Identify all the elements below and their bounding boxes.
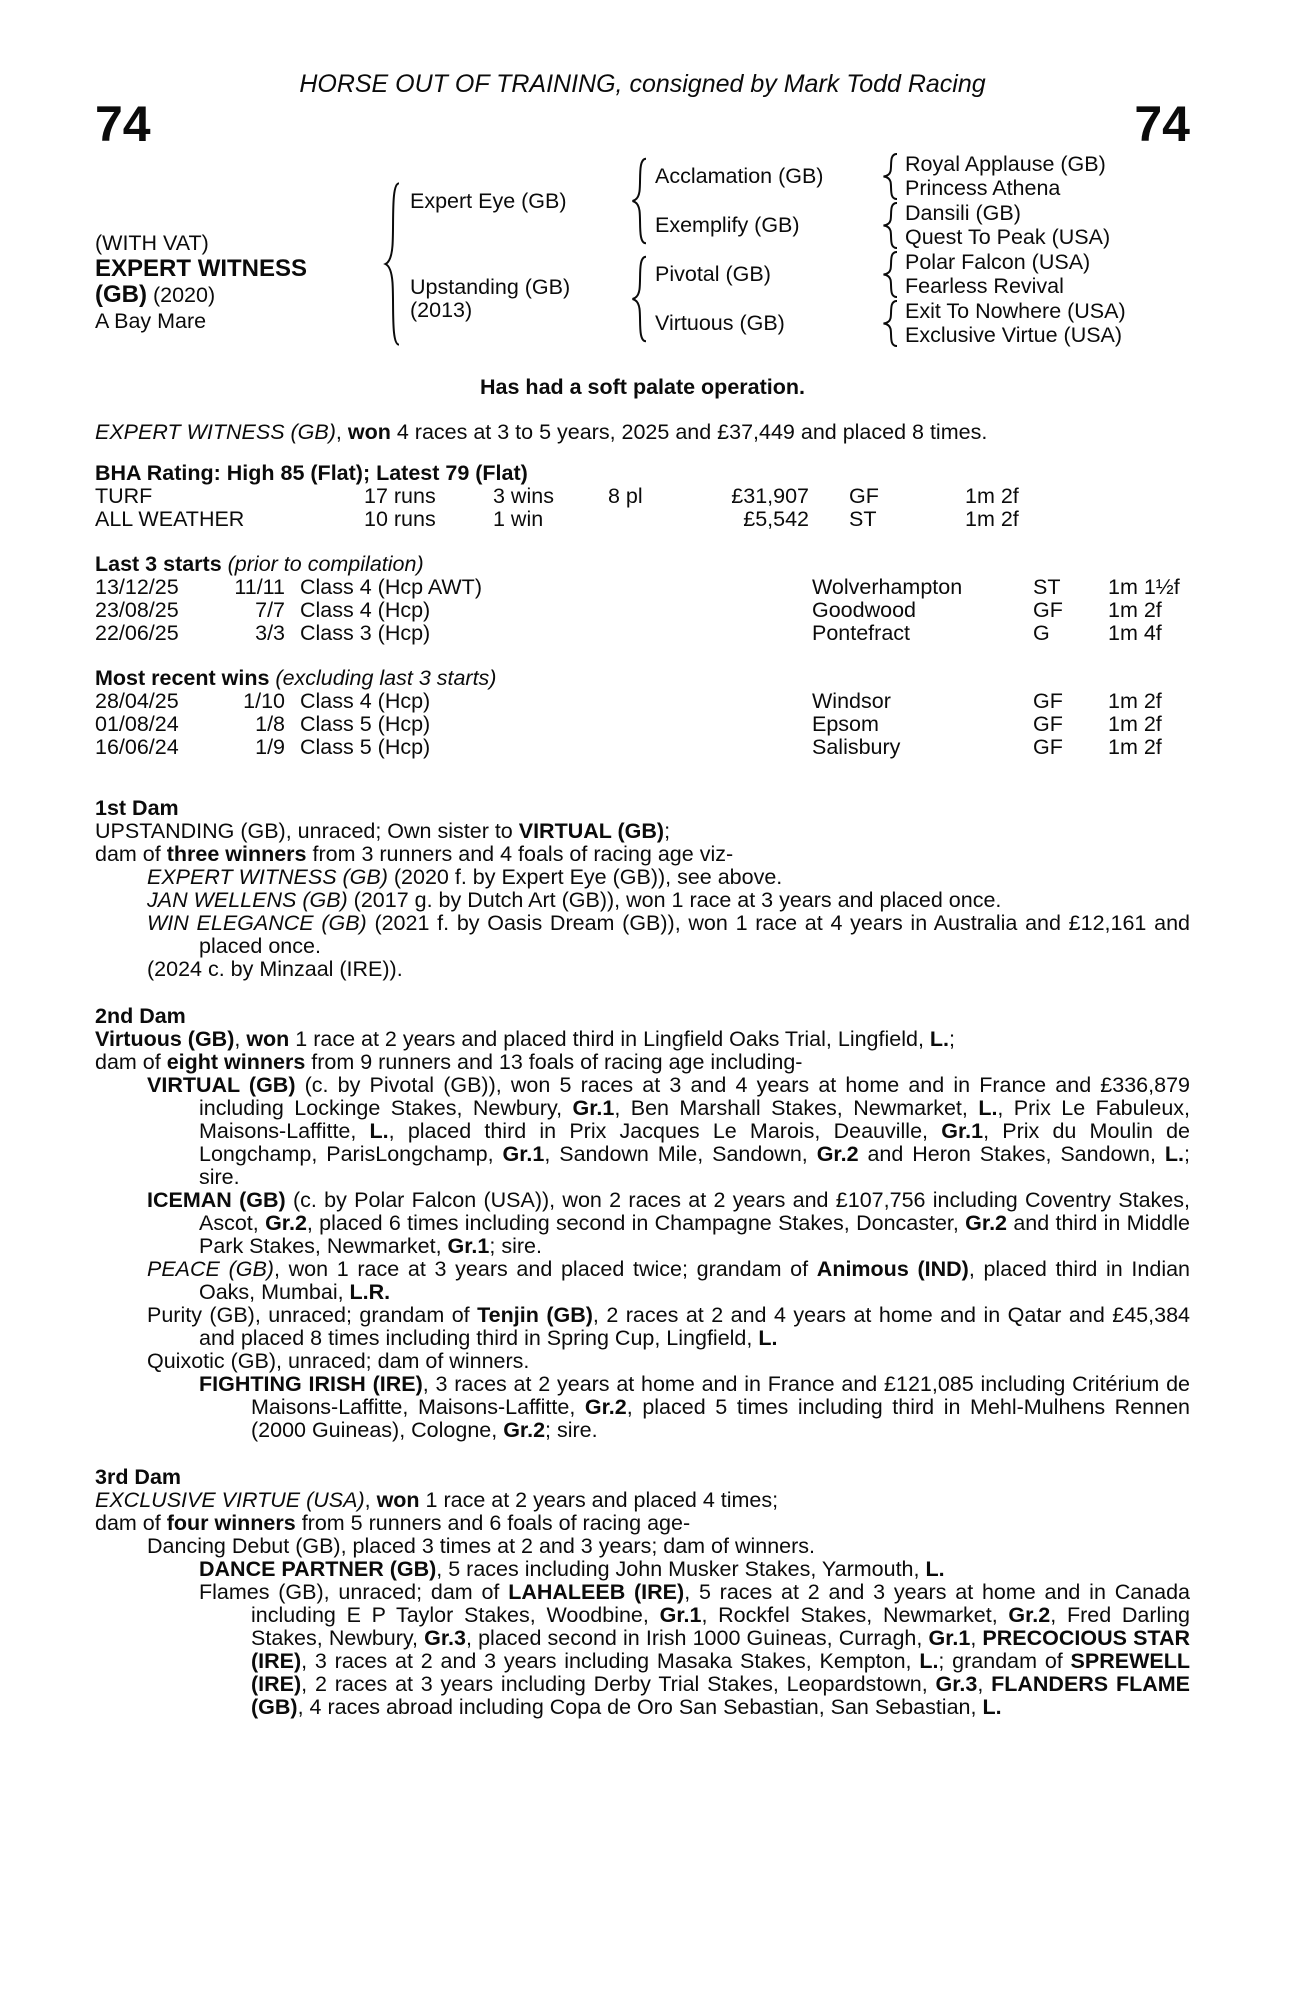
dam-paragraph: EXPERT WITNESS (GB) (2020 f. by Expert Eye (GB)), see above. [147, 865, 783, 889]
finish-position: 3/3 [255, 621, 285, 645]
finish-position: 1/8 [255, 712, 285, 736]
going-abbrev: GF [1033, 735, 1063, 759]
dam-paragraph: Flames (GB), unraced; dam of LAHALEEB (IRE), 5 races at 2 and 3 years at home and in Canada including E P Taylor Stakes, Woodbine, Gr.1, Rockfel Stakes, Newmarket, Gr.2, Fred Darling Stakes, Newbury, Gr.3, placed second in Irish 1000 Guineas, Curragh, Gr.1, PRECOCIOUS STAR (IRE), 3 races at 2 and 3 years including Masaka Stakes, Kempton, L.; grandam of SPREWELL (IRE), 2 races at 3 years including Derby Trial Stakes, Leopardstown, Gr.3, FLANDERS FLAME (GB), 4 races abroad including Copa de Oro San Sebastian, San Sebastian, L. [199, 1580, 1191, 1719]
dam-paragraph: VIRTUAL (GB) (c. by Pivotal (GB)), won 5 races at 3 and 4 years at home and in France and £336,879 including Lockinge Stakes, Newbury, Gr.1, Ben Marshall Stakes, Newmarket, L., Prix Le Fabuleux, Maisons-Laffitte, L., placed third in Prix Jacques Le Marois, Deauville, Gr.1, Prix du Moulin de Longchamp, ParisLongchamp, Gr.1, Sandown Mile, Sandown, Gr.2 and Heron Stakes, Sandown, L.; sire. [147, 1073, 1191, 1189]
table-row [95, 576, 1190, 599]
finish-position: 11/11 [234, 575, 285, 599]
table-row [95, 622, 1190, 645]
pedigree-brace-sire-parents [625, 152, 655, 250]
dam-paragraph: dam of eight winners from 9 runners and 13 foals of racing age including- [95, 1050, 803, 1074]
distance: 1m 2f [1108, 712, 1162, 736]
distance: 1m 2f [965, 507, 1019, 531]
pedigree-grandsire-2: Pivotal (GB) [655, 262, 771, 286]
distance: 1m 2f [1108, 735, 1162, 759]
racecourse: Goodwood [812, 598, 916, 622]
racecourse: Wolverhampton [812, 575, 963, 599]
table-row [95, 508, 1190, 531]
pedigree-table [95, 152, 1190, 348]
pedigree-brace-ggp-2 [877, 201, 905, 250]
dam-paragraph: dam of three winners from 3 runners and 4 foals of racing age viz- [95, 842, 734, 866]
pedigree-ggp: Fearless Revival [905, 274, 1064, 299]
wins-count: 1 win [493, 507, 544, 531]
dam-paragraph: WIN ELEGANCE (GB) (2021 f. by Oasis Dream (GB)), won 1 race at 4 years in Australia and £12,161 and placed once. [147, 911, 1190, 958]
racecourse: Pontefract [812, 621, 910, 645]
prize-money: £5,542 [743, 507, 809, 531]
pedigree-brace-ggp-4 [877, 299, 905, 348]
last-3-starts-heading [95, 553, 1190, 576]
prize-money: £31,907 [731, 484, 809, 508]
finish-position: 1/10 [243, 689, 285, 713]
second-dam-section [95, 1005, 1190, 1442]
race-class: Class 3 (Hcp) [300, 621, 431, 645]
first-dam-section [95, 797, 1190, 981]
going-abbrev: GF [1033, 689, 1063, 713]
going-abbrev: GF [1033, 598, 1063, 622]
first-dam-heading: 1st Dam [95, 796, 179, 820]
dam-paragraph: DANCE PARTNER (GB), 5 races including John Musker Stakes, Yarmouth, L. [199, 1557, 945, 1581]
runs-count: 10 runs [364, 507, 436, 531]
pedigree-ggp: Polar Falcon (USA) [905, 249, 1091, 274]
section-subtitle: (prior to compilation) [221, 552, 424, 576]
table-row [95, 713, 1190, 736]
most-recent-wins-block [95, 667, 1190, 759]
race-class: Class 4 (Hcp AWT) [300, 575, 482, 599]
pedigree-ggp: Exclusive Virtue (USA) [905, 323, 1123, 348]
bha-rating-block [95, 462, 1190, 531]
pedigree-ggp: Quest To Peak (USA) [905, 225, 1111, 250]
racecourse: Salisbury [812, 735, 901, 759]
finish-position: 7/7 [255, 598, 285, 622]
page-title: HORSE OUT OF TRAINING, consigned by Mark Todd Racing [299, 70, 986, 98]
pedigree-granddam-1: Exemplify (GB) [655, 213, 800, 237]
pedigree-sire: Expert Eye (GB) [410, 188, 567, 213]
pedigree-ggp: Dansili (GB) [905, 200, 1021, 225]
pedigree-brace-ggp-3 [877, 250, 905, 299]
section-title: Most recent wins [95, 666, 270, 690]
race-date: 16/06/24 [95, 735, 179, 759]
veterinary-notice: Has had a soft palate operation. [480, 375, 805, 399]
lot-number-row [95, 96, 1190, 152]
dam-paragraph: PEACE (GB), won 1 race at 3 years and placed twice; grandam of Animous (IND), placed third in Indian Oaks, Mumbai, L.R. [147, 1257, 1191, 1304]
table-row [95, 599, 1190, 622]
race-record-summary: EXPERT WITNESS (GB), won 4 races at 3 to 5 years, 2025 and £37,449 and placed 8 times. [95, 420, 988, 444]
pedigree-dam-name: Upstanding (GB) [410, 275, 571, 299]
table-row [95, 485, 1190, 508]
dam-paragraph: Purity (GB), unraced; grandam of Tenjin (GB), 2 races at 2 and 4 years at home and in Qatar and £45,384 and placed 8 times including third in Spring Cup, Lingfield, L. [147, 1303, 1190, 1350]
dam-paragraph: JAN WELLENS (GB) (2017 g. by Dutch Art (GB)), won 1 race at 3 years and placed once. [147, 888, 1002, 912]
table-row [95, 690, 1190, 713]
dam-paragraph: Dancing Debut (GB), placed 3 times at 2 and 3 years; dam of winners. [147, 1534, 816, 1558]
surface-label: TURF [95, 484, 153, 508]
runs-count: 17 runs [364, 484, 436, 508]
most-recent-wins-heading [95, 667, 1190, 690]
table-row [95, 736, 1190, 759]
race-date: 22/06/25 [95, 621, 179, 645]
pedigree-ggp: Exit To Nowhere (USA) [905, 298, 1126, 323]
last-3-starts-block [95, 553, 1190, 645]
dam-paragraph: dam of four winners from 5 runners and 6 foals of racing age- [95, 1511, 691, 1535]
third-dam-heading: 3rd Dam [95, 1465, 182, 1489]
lot-number-left: 74 [95, 96, 151, 152]
distance: 1m 2f [1108, 689, 1162, 713]
wins-count: 3 wins [493, 484, 554, 508]
pedigree-dam-year: (2013) [410, 298, 473, 322]
horse-country-suffix: (GB) [95, 281, 147, 308]
race-date: 13/12/25 [95, 575, 179, 599]
third-dam-section [95, 1466, 1190, 1719]
horse-details [95, 152, 375, 348]
vat-note: (WITH VAT) [95, 231, 209, 255]
dam-paragraph: UPSTANDING (GB), unraced; Own sister to VIRTUAL (GB); [95, 819, 671, 843]
going-abbrev: GF [849, 484, 879, 508]
race-date: 28/04/25 [95, 689, 179, 713]
going-abbrev: ST [1033, 575, 1061, 599]
horse-name: EXPERT WITNESS [95, 255, 308, 282]
race-date: 01/08/24 [95, 712, 179, 736]
surface-label: ALL WEATHER [95, 507, 245, 531]
places-count: 8 pl [608, 484, 643, 508]
racecourse: Epsom [812, 712, 879, 736]
race-date: 23/08/25 [95, 598, 179, 622]
second-dam-heading: 2nd Dam [95, 1004, 186, 1028]
section-subtitle: (excluding last 3 starts) [269, 666, 497, 690]
pedigree-grandsire-1: Acclamation (GB) [655, 164, 824, 188]
going-abbrev: GF [1033, 712, 1063, 736]
race-class: Class 4 (Hcp) [300, 689, 431, 713]
race-class: Class 4 (Hcp) [300, 598, 431, 622]
dam-paragraph: Quixotic (GB), unraced; dam of winners. [147, 1349, 530, 1373]
pedigree-brace-gen1 [375, 152, 410, 348]
dam-paragraph: EXCLUSIVE VIRTUE (USA), won 1 race at 2 years and placed 4 times; [95, 1488, 779, 1512]
going-abbrev: G [1033, 621, 1050, 645]
distance: 1m 4f [1108, 621, 1162, 645]
dam-paragraph: ICEMAN (GB) (c. by Polar Falcon (USA)), won 2 races at 2 years and £107,756 including Coventry Stakes, Ascot, Gr.2, placed 6 times including second in Champagne Stakes, Doncaster, Gr.2 and third in Middle Park Stakes, Newmarket, Gr.1; sire. [147, 1188, 1191, 1258]
race-class: Class 5 (Hcp) [300, 735, 431, 759]
pedigree-dam [410, 250, 625, 348]
pedigree-brace-ggp-1 [877, 152, 905, 201]
race-class: Class 5 (Hcp) [300, 712, 431, 736]
dam-paragraph: FIGHTING IRISH (IRE), 3 races at 2 years at home and in France and £121,085 including Critérium de Maisons-Laffitte, Maisons-Laffitte, Gr.2, placed 5 times including third in Mehl-Mulhens Rennen (2000 Guineas), Cologne, Gr.2; sire. [199, 1372, 1190, 1442]
pedigree-ggp: Princess Athena [905, 176, 1061, 201]
horse-origin-year [95, 282, 375, 308]
bha-rating-heading: BHA Rating: High 85 (Flat); Latest 79 (Flat) [95, 461, 528, 485]
section-title: Last 3 starts [95, 552, 222, 576]
racecourse: Windsor [812, 689, 891, 713]
going-abbrev: ST [849, 507, 877, 531]
dam-paragraph: (2024 c. by Minzaal (IRE)). [147, 957, 403, 981]
pedigree-granddam-2: Virtuous (GB) [655, 311, 785, 335]
horse-description: A Bay Mare [95, 309, 207, 333]
horse-birth-year: (2020) [146, 283, 216, 307]
distance: 1m 2f [1108, 598, 1162, 622]
distance: 1m 2f [965, 484, 1019, 508]
pedigree-brace-dam-parents [625, 250, 655, 348]
dam-paragraph: Virtuous (GB), won 1 race at 2 years and placed third in Lingfield Oaks Trial, Lingfield, L.; [95, 1027, 955, 1051]
places-count [608, 508, 717, 531]
pedigree-ggp: Royal Applause (GB) [905, 151, 1106, 176]
finish-position: 1/9 [255, 735, 285, 759]
distance: 1m 1½f [1108, 575, 1180, 599]
lot-number-right: 74 [1134, 96, 1190, 152]
